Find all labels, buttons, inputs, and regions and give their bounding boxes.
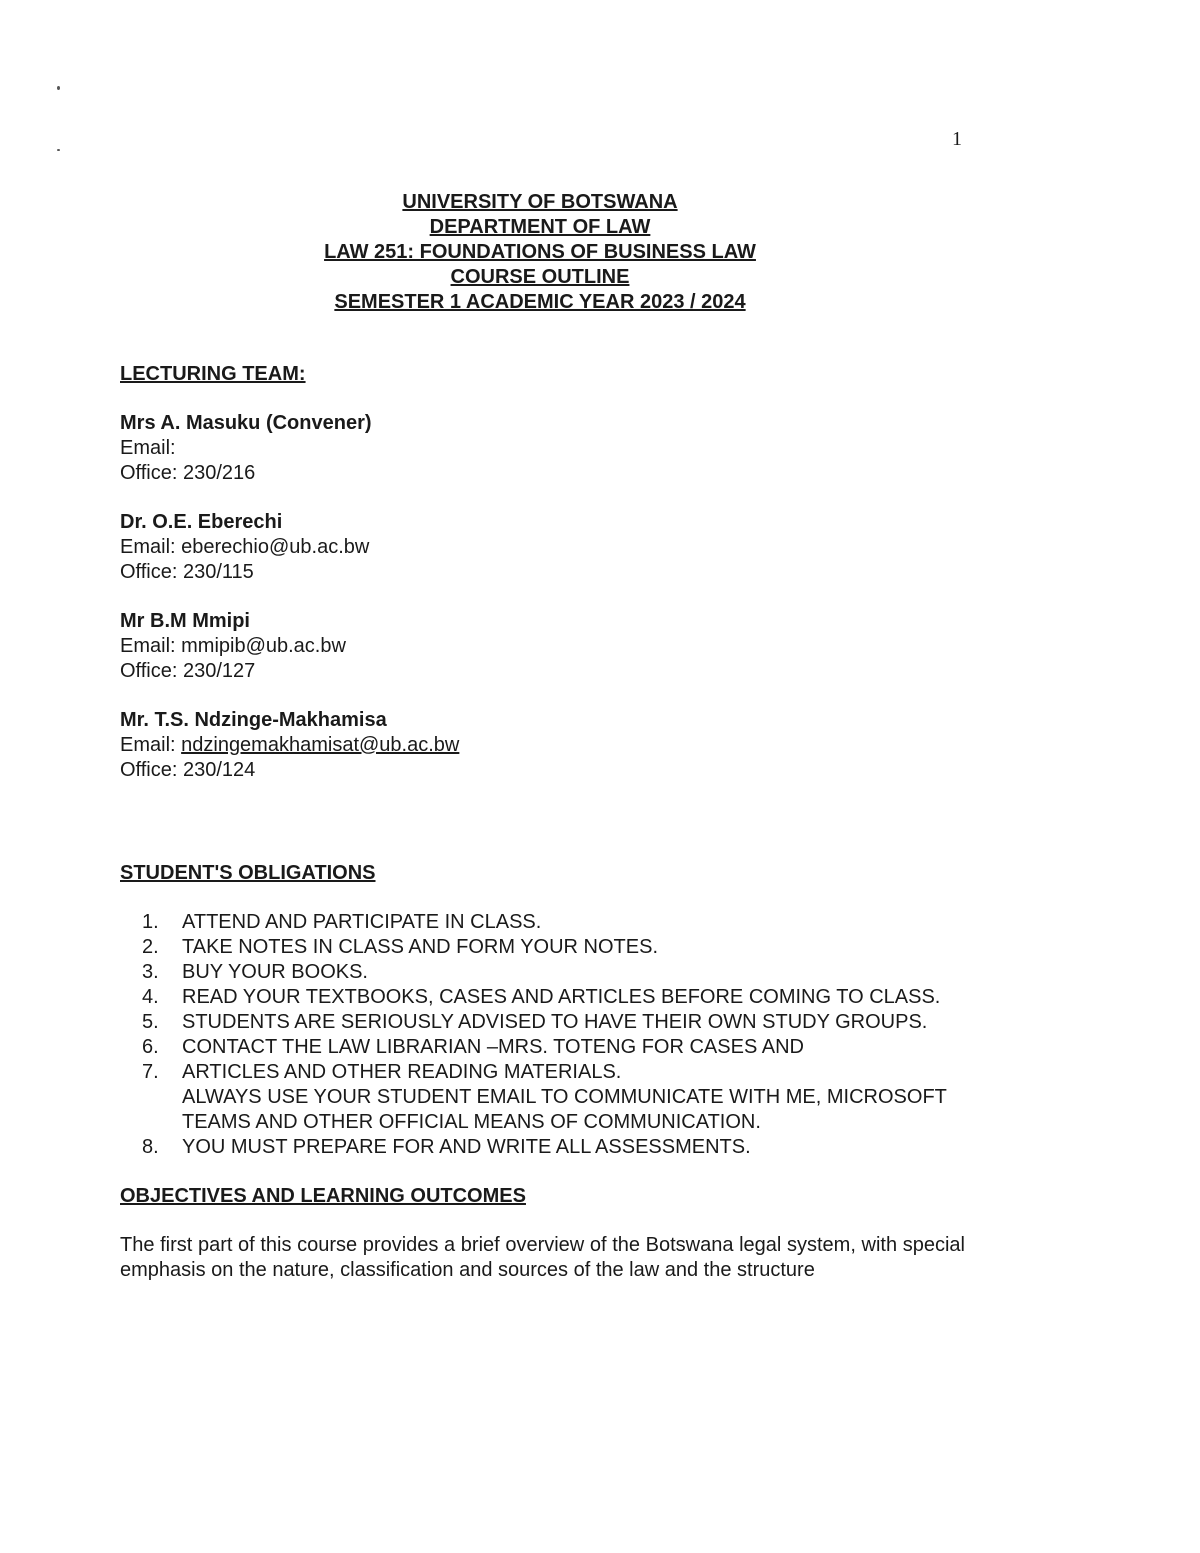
lecturer-office: Office: 230/127 bbox=[120, 660, 256, 682]
email-link[interactable]: ndzingemakhamisat@ub.ac.bw bbox=[181, 734, 460, 756]
lecturer-office: Office: 230/124 bbox=[120, 759, 256, 781]
header-department: DEPARTMENT OF LAW bbox=[429, 216, 651, 238]
lecturing-team-heading: LECTURING TEAM: bbox=[120, 363, 306, 385]
lecturer-email bbox=[120, 733, 965, 758]
list-item bbox=[120, 1135, 965, 1160]
lecturer-office: Office: 230/115 bbox=[120, 561, 254, 583]
list-item-text: ARTICLES AND OTHER READING MATERIALS. bbox=[182, 1061, 622, 1083]
objectives-paragraph: The first part of this course provides a brief overview of the Botswana legal system, with special emphasis on the nature, classification and sources of the law and the structure bbox=[120, 1234, 965, 1281]
list-item-text: ATTEND AND PARTICIPATE IN CLASS. bbox=[182, 911, 542, 933]
list-item bbox=[120, 960, 965, 985]
lecturer-name: Mr. T.S. Ndzinge-Makhamisa bbox=[120, 709, 387, 731]
list-item-text: TAKE NOTES IN CLASS AND FORM YOUR NOTES. bbox=[182, 936, 659, 958]
lecturer-office: Office: 230/216 bbox=[120, 462, 256, 484]
obligations-heading: STUDENT'S OBLIGATIONS bbox=[120, 862, 376, 884]
list-item-number: 3. bbox=[142, 961, 159, 983]
list-item bbox=[120, 1060, 965, 1085]
lecturer-entry bbox=[120, 411, 965, 486]
header-university: UNIVERSITY OF BOTSWANA bbox=[402, 191, 678, 213]
list-item-number: 1. bbox=[142, 911, 159, 933]
list-item-text: CONTACT THE LAW LIBRARIAN –MRS. TOTENG FOR CASES AND bbox=[182, 1036, 804, 1058]
header-outline: COURSE OUTLINE bbox=[450, 266, 630, 288]
lecturer-entry bbox=[120, 708, 965, 783]
list-item-number: 7. bbox=[142, 1061, 159, 1083]
lecturer-name: Mrs A. Masuku (Convener) bbox=[120, 412, 372, 434]
document-body bbox=[120, 362, 965, 1283]
list-item bbox=[120, 935, 965, 960]
list-item bbox=[120, 1035, 965, 1060]
list-item-text: ALWAYS USE YOUR STUDENT EMAIL TO COMMUNICATE WITH ME, MICROSOFT TEAMS AND OTHER OFFICIAL MEANS OF COMMUNICATION. bbox=[182, 1086, 947, 1133]
list-item-text: READ YOUR TEXTBOOKS, CASES AND ARTICLES BEFORE COMING TO CLASS. bbox=[182, 986, 941, 1008]
list-item-text: BUY YOUR BOOKS. bbox=[182, 961, 368, 983]
lecturer-email: Email: bbox=[120, 437, 176, 459]
list-item bbox=[120, 985, 965, 1010]
scan-speck bbox=[57, 149, 60, 151]
list-item-number: 5. bbox=[142, 1011, 159, 1033]
list-item-number: 2. bbox=[142, 936, 159, 958]
objectives-heading: OBJECTIVES AND LEARNING OUTCOMES bbox=[120, 1185, 526, 1207]
obligations-list bbox=[120, 910, 965, 1160]
list-item-number: 8. bbox=[142, 1136, 159, 1158]
list-item-text: YOU MUST PREPARE FOR AND WRITE ALL ASSESSMENTS. bbox=[182, 1136, 751, 1158]
email-label: Email: bbox=[120, 734, 182, 756]
lecturer-entry bbox=[120, 510, 965, 585]
lecturer-name: Mr B.M Mmipi bbox=[120, 610, 250, 632]
lecturer-email: Email: mmipib@ub.ac.bw bbox=[120, 635, 346, 657]
header-course-title: LAW 251: FOUNDATIONS OF BUSINESS LAW bbox=[324, 241, 756, 263]
list-item-text: STUDENTS ARE SERIOUSLY ADVISED TO HAVE THEIR OWN STUDY GROUPS. bbox=[182, 1011, 928, 1033]
list-item bbox=[120, 910, 965, 935]
header-semester: SEMESTER 1 ACADEMIC YEAR 2023 / 2024 bbox=[334, 291, 746, 313]
lecturer-name: Dr. O.E. Eberechi bbox=[120, 511, 283, 533]
list-item bbox=[120, 1010, 965, 1035]
scan-speck bbox=[57, 86, 60, 90]
lecturer-entry bbox=[120, 609, 965, 684]
list-item bbox=[120, 1085, 965, 1135]
document-header bbox=[0, 190, 1080, 315]
list-item-number: 6. bbox=[142, 1036, 159, 1058]
lecturer-email: Email: eberechio@ub.ac.bw bbox=[120, 536, 370, 558]
list-item-number: 4. bbox=[142, 986, 159, 1008]
page-number: 1 bbox=[952, 128, 962, 150]
